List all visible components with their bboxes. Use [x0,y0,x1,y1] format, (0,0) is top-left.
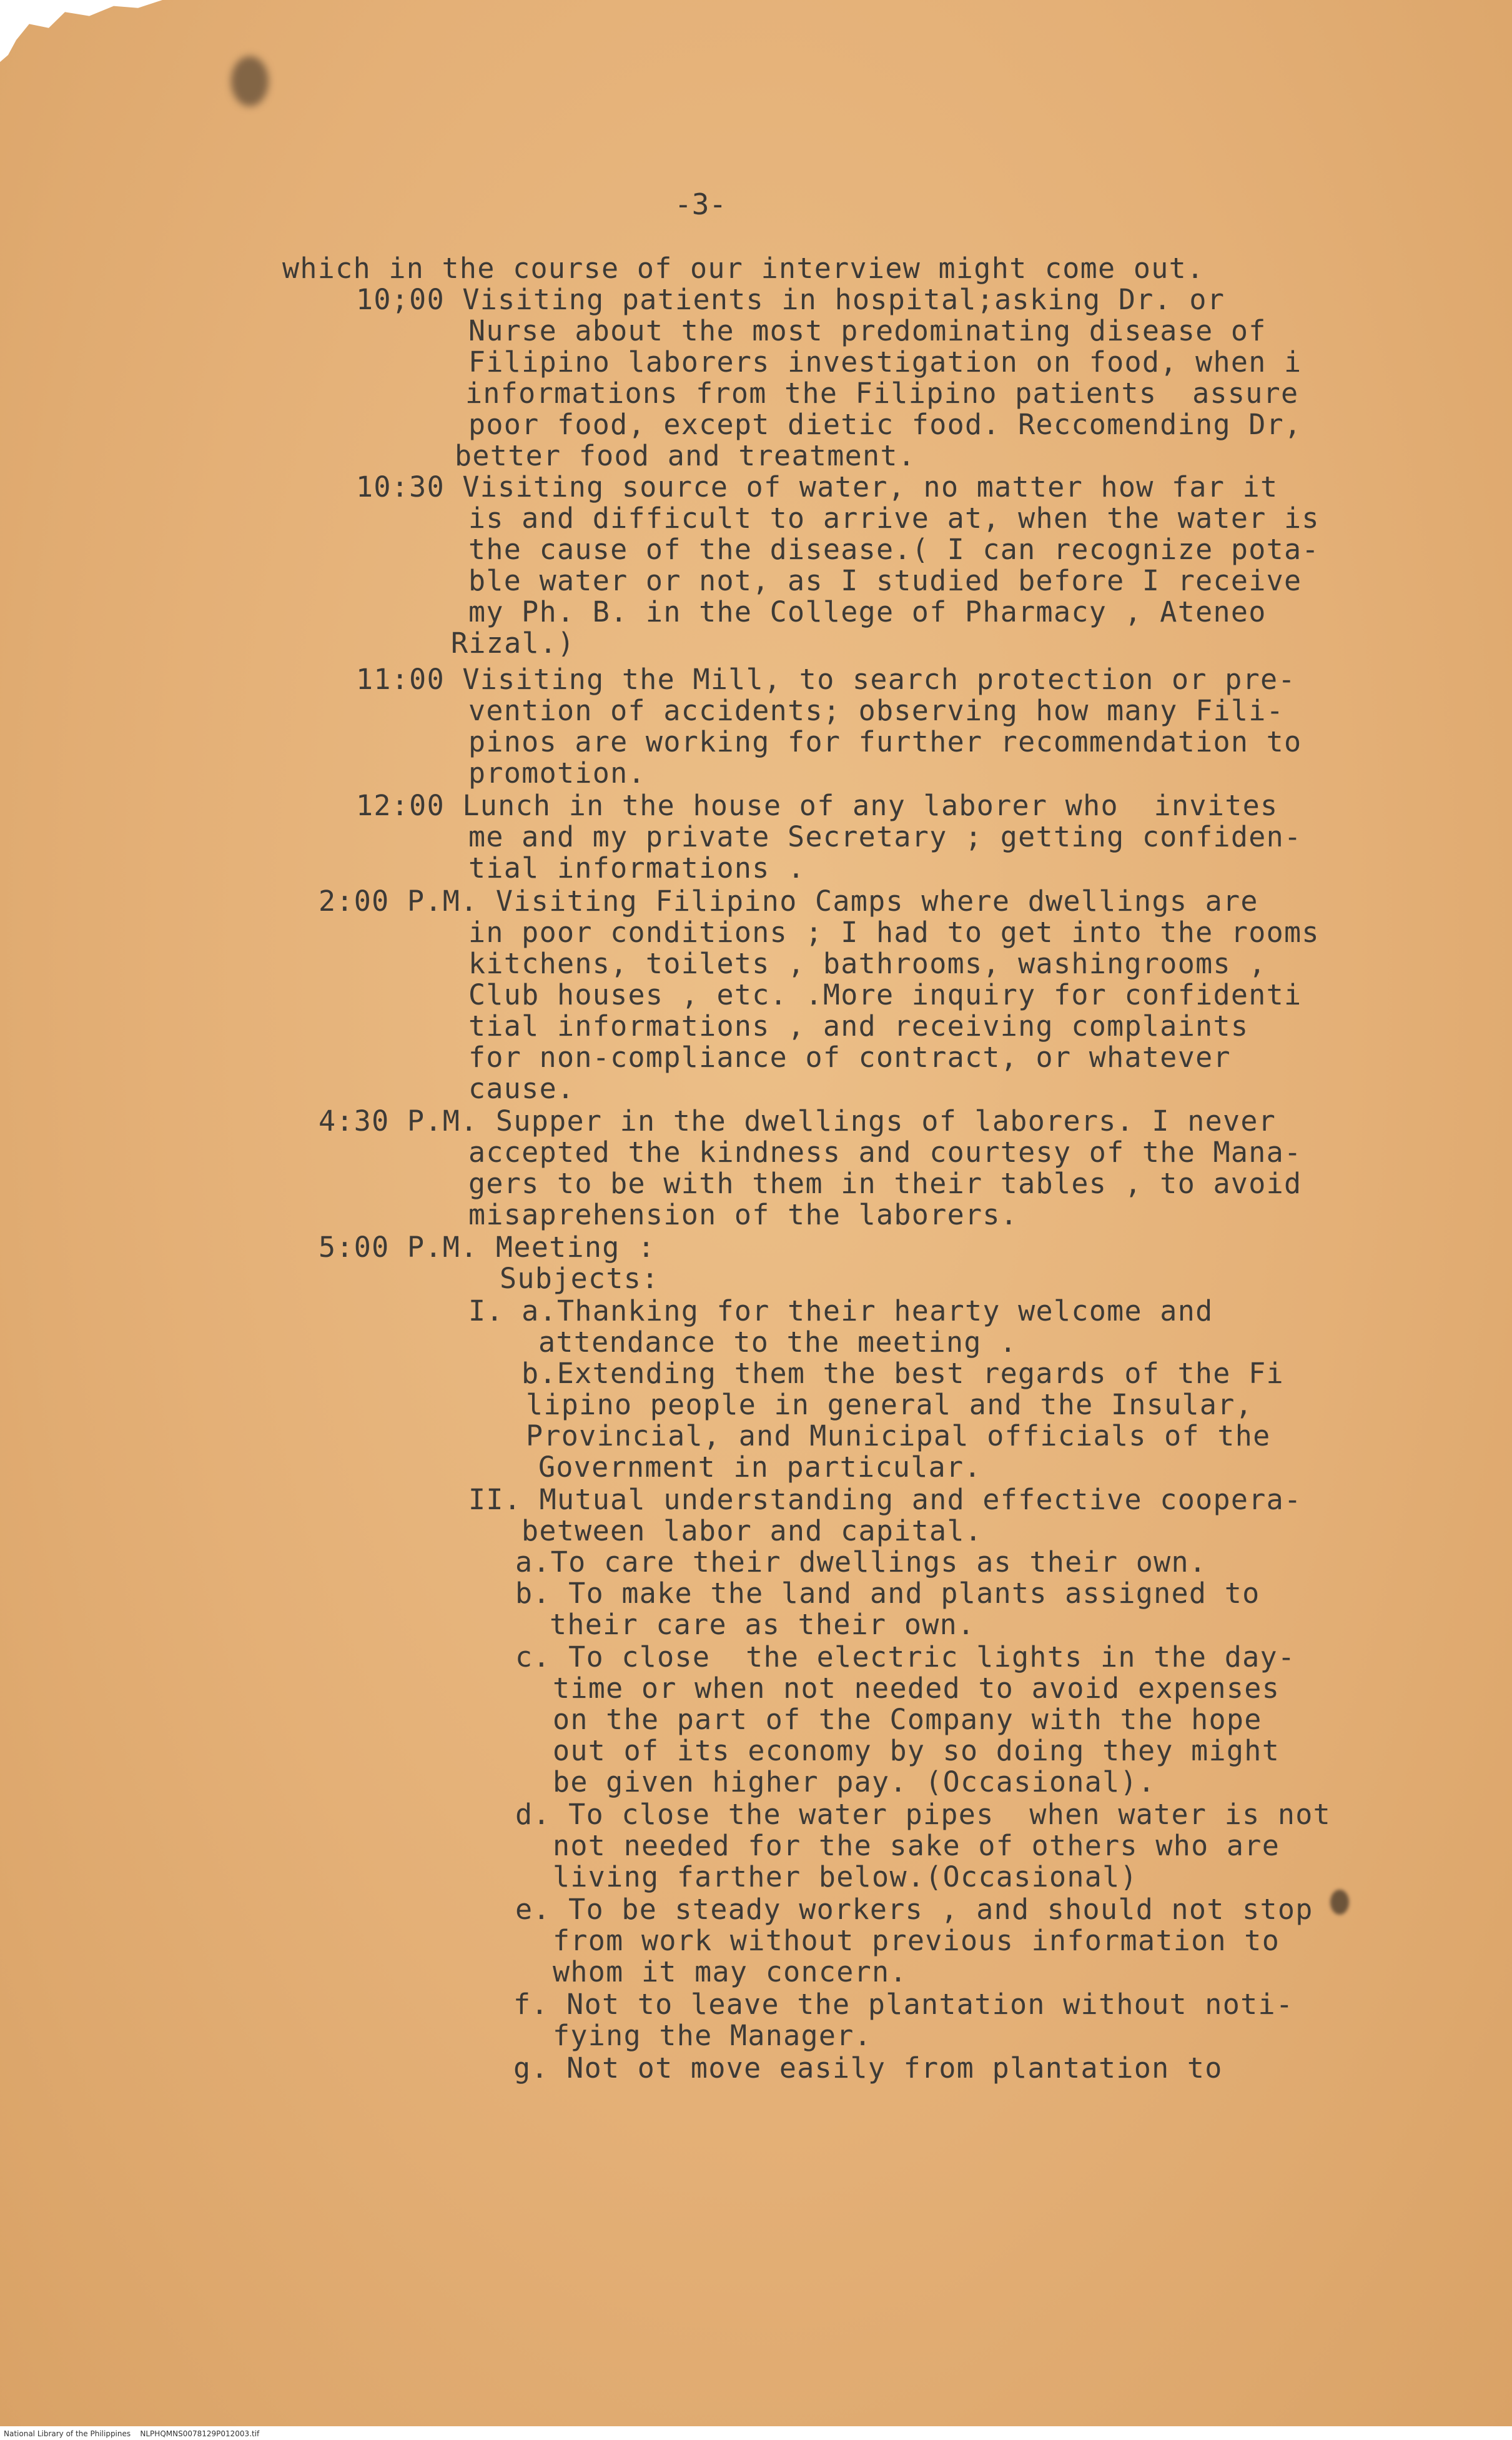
text-line: me and my private Secretary ; getting confiden- [468,820,1302,853]
text-line: 5:00 P.M. Meeting : [319,1231,656,1264]
text-line: their care as their own. [550,1608,976,1641]
text-line: g. Not ot move easily from plantation to [513,2051,1223,2085]
text-line: d. To close the water pipes when water is not [515,1798,1332,1831]
scan-footer: National Library of the Philippines NLPHQMNS0078129P012003.tif [4,2429,260,2438]
text-line: kitchens, toilets , bathrooms, washingrooms , [468,947,1267,980]
text-line: Nurse about the most predominating disease of [468,314,1267,347]
text-line: fying the Manager. [553,2019,872,2052]
text-line: not needed for the sake of others who are [553,1829,1280,1862]
text-line: c. To close the electric lights in the day- [515,1640,1296,1674]
page-number: -3- [674,187,727,221]
text-line: vention of accidents; observing how many Fili- [468,694,1285,727]
text-line: my Ph. B. in the College of Pharmacy , Ateneo [468,595,1267,628]
text-line: Subjects: [500,1262,660,1295]
text-line: which in the course of our interview might come out. [282,252,1205,285]
text-line: better food and treatment. [455,439,916,472]
text-line: 12:00 Lunch in the house of any laborer who invites [356,789,1278,822]
text-line: b. To make the land and plants assigned to [515,1577,1260,1610]
text-line: e. To be steady workers , and should not stop [515,1893,1313,1926]
text-line: whom it may concern. [553,1955,907,1988]
torn-corner [0,0,162,100]
text-line: 10:30 Visiting source of water, no matter how far it [356,470,1278,503]
text-line: accepted the kindness and courtesy of the Mana- [468,1136,1302,1169]
text-line: cause. [468,1072,575,1105]
text-line: gers to be with them in their tables , to avoid [468,1167,1302,1200]
text-line: I. a.Thanking for their hearty welcome and [468,1294,1213,1327]
text-line: misaprehension of the laborers. [468,1198,1019,1231]
text-line: in poor conditions ; I had to get into the rooms [468,916,1320,949]
text-line: from work without previous information to [553,1924,1280,1957]
text-line: 4:30 P.M. Supper in the dwellings of laborers. I never [319,1104,1277,1138]
text-line: attendance to the meeting . [538,1326,1017,1359]
text-line: f. Not to leave the plantation without noti- [513,1988,1294,2021]
text-line: for non-compliance of contract, or whatever [468,1041,1231,1074]
text-line: on the part of the Company with the hope [553,1703,1262,1736]
text-line: the cause of the disease.( I can recognize pota- [468,533,1320,566]
text-line: Government in particular. [538,1451,982,1484]
text-line: living farther below.(Occasional) [553,1860,1138,1893]
text-line: a.To care their dwellings as their own. [515,1545,1207,1579]
ink-stain [231,56,269,106]
text-line: II. Mutual understanding and effective coopera- [468,1483,1302,1516]
text-line: ble water or not, as I studied before I receive [468,564,1302,597]
text-line: Club houses , etc. .More inquiry for confidenti [468,978,1302,1011]
ink-stain [1330,1890,1349,1915]
text-line: time or when not needed to avoid expenses [553,1672,1280,1705]
text-line: Filipino laborers investigation on food, when i [468,345,1302,379]
text-line: 2:00 P.M. Visiting Filipino Camps where dwellings are [319,885,1258,918]
text-line: promotion. [468,756,646,790]
text-line: tial informations . [468,851,806,885]
text-line: is and difficult to arrive at, when the water is [468,502,1320,535]
text-line: pinos are working for further recommendation to [468,725,1302,758]
text-line: be given higher pay. (Occasional). [553,1765,1156,1798]
text-line: out of its economy by so doing they might [553,1734,1280,1767]
text-line: 11:00 Visiting the Mill, to search protection or pre- [356,663,1296,696]
text-line: Rizal.) [451,627,575,660]
text-line: b.Extending them the best regards of the Fi [521,1357,1284,1390]
text-line: Provincial, and Municipal officials of the [526,1419,1271,1452]
text-line: lipino people in general and the Insular, [526,1388,1253,1421]
text-line: poor food, except dietic food. Reccomending Dr, [468,408,1302,441]
text-line: between labor and capital. [521,1514,983,1547]
text-line: tial informations , and receiving complaints [468,1009,1249,1043]
text-line: 10;00 Visiting patients in hospital;asking Dr. or [356,283,1225,316]
text-line: informations from the Filipino patients assure [465,377,1299,410]
